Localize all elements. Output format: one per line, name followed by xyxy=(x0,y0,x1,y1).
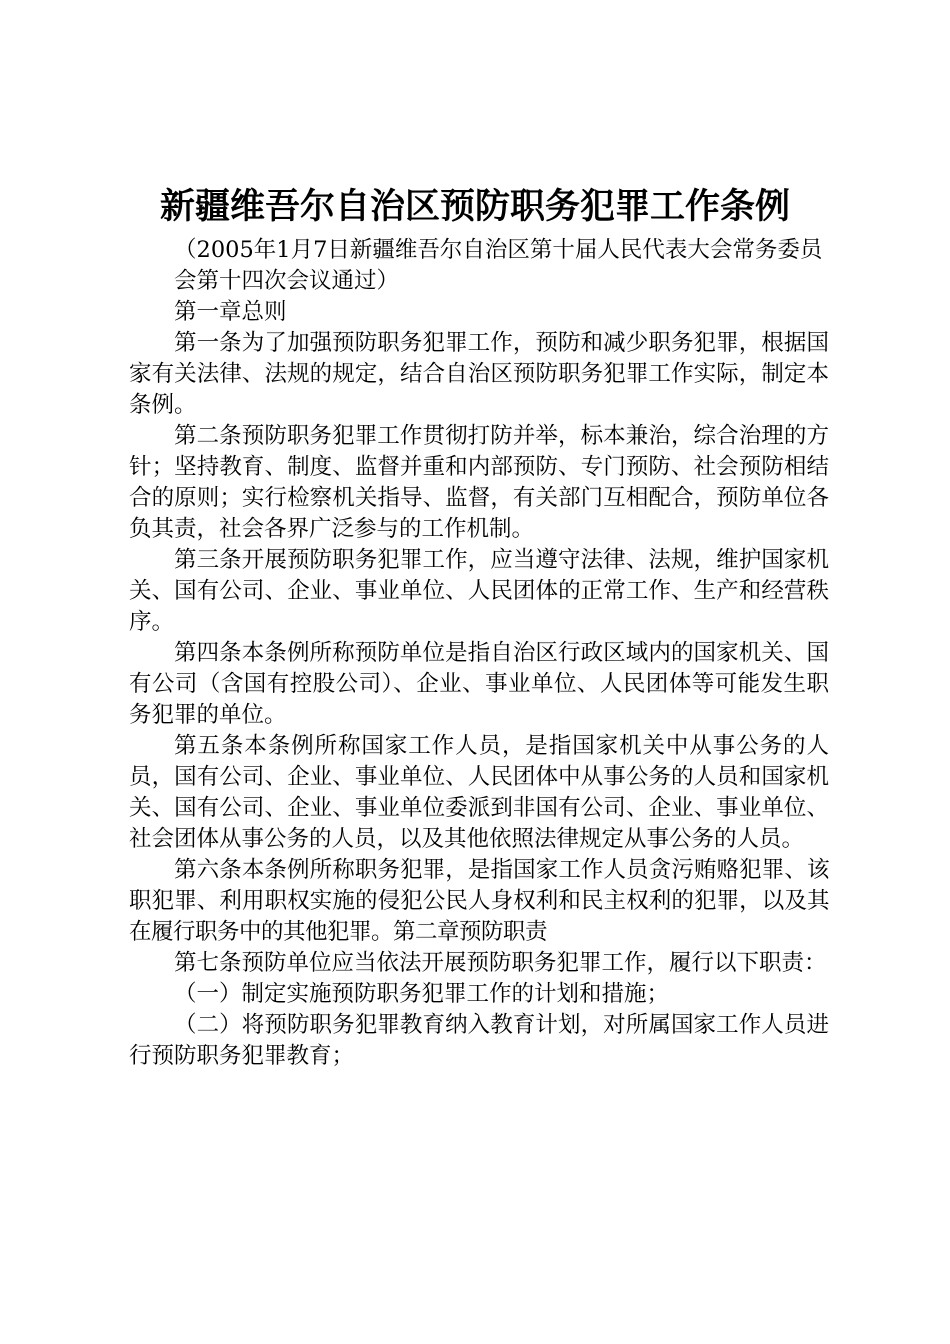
article-7-item-2: （二）将预防职务犯罪教育纳入教育计划，对所属国家工作人员进行预防职务犯罪教育； xyxy=(129,1012,829,1069)
article-1: 第一条为了加强预防职务犯罪工作，预防和减少职务犯罪，根据国家有关法律、法规的规定，结合自治区预防职务犯罪工作实际，制定本条例。 xyxy=(129,330,829,418)
article-7: 第七条预防单位应当依法开展预防职务犯罪工作，履行以下职责： xyxy=(174,950,827,976)
article-5: 第五条本条例所称国家工作人员，是指国家机关中从事公务的人员，国有公司、企业、事业单位、人民团体中从事公务的人员和国家机关、国有公司、企业、事业单位委派到非国有公司、企业、事业单位、社会团体从事公务的人员，以及其他依照法律规定从事公务的人员。 xyxy=(129,733,829,852)
article-2: 第二条预防职务犯罪工作贯彻打防并举，标本兼治，综合治理的方针；坚持教育、制度、监督并重和内部预防、专门预防、社会预防相结合的原则；实行检察机关指导、监督，有关部门互相配合，预防单位各负其责，社会各界广泛参与的工作机制。 xyxy=(129,423,829,542)
paragraph-adoption-note-2: 会第十四次会议通过） xyxy=(174,268,400,294)
document-body xyxy=(129,235,829,1072)
article-4: 第四条本条例所称预防单位是指自治区行政区域内的国家机关、国有公司（含国有控股公司）、企业、事业单位、人民团体等可能发生职务犯罪的单位。 xyxy=(129,640,829,728)
article-6: 第六条本条例所称职务犯罪，是指国家工作人员贪污贿赂犯罪、该职犯罪、利用职权实施的侵犯公民人身权利和民主权利的犯罪，以及其在履行职务中的其他犯罪。第二章预防职责 xyxy=(129,857,829,945)
article-3: 第三条开展预防职务犯罪工作，应当遵守法律、法规，维护国家机关、国有公司、企业、事业单位、人民团体的正常工作、生产和经营秩序。 xyxy=(129,547,829,635)
chapter-1-heading: 第一章总则 xyxy=(174,299,287,325)
article-7-item-1: （一）制定实施预防职务犯罪工作的计划和措施； xyxy=(174,981,670,1007)
paragraph-adoption-note-1: （2005年1月7日新疆维吾尔自治区第十届人民代表大会常务委员 xyxy=(174,237,823,263)
document-title: 新疆维吾尔自治区预防职务犯罪工作条例 xyxy=(159,186,790,227)
